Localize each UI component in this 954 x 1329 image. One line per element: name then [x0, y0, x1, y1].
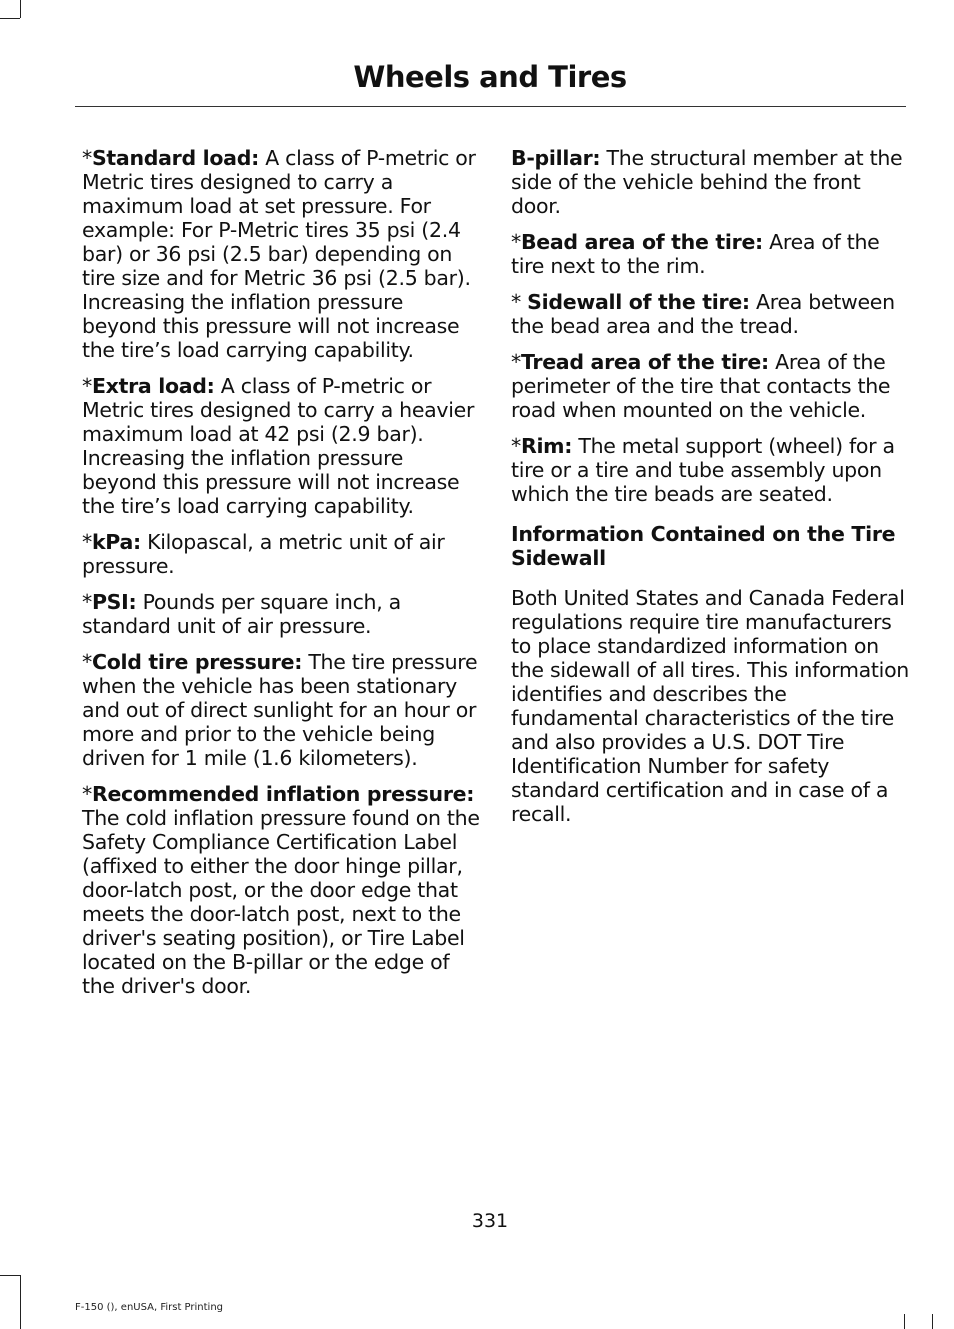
- definition-term: B-pillar:: [511, 146, 601, 170]
- definition-text: Kilopascal, a metric unit of air pressure.: [82, 530, 445, 578]
- definition-recommended-inflation-pressure: [82, 782, 482, 998]
- definition-prefix: *: [82, 782, 92, 806]
- crop-mark-bottom-left-horizontal: [0, 1275, 20, 1276]
- header-divider: [75, 106, 906, 107]
- definition-prefix: *: [511, 434, 521, 458]
- page-title: Wheels and Tires: [353, 60, 627, 94]
- definition-prefix: *: [82, 530, 92, 554]
- crop-mark-bottom-right-vertical-b: [932, 1314, 933, 1329]
- definition-term: PSI:: [91, 590, 137, 614]
- definition-prefix: *: [82, 650, 92, 674]
- definition-rim: [511, 434, 911, 506]
- definition-standard-load: [82, 146, 482, 362]
- definition-term: Tread area of the tire:: [520, 350, 769, 374]
- definition-extra-load: [82, 374, 482, 518]
- section-heading: Information Contained on the Tire Sidewall: [511, 522, 896, 570]
- definition-term: Cold tire pressure:: [91, 650, 303, 674]
- definition-text: The metal support (wheel) for a tire or a tire and tube assembly upon which the tire beads are seated.: [511, 434, 895, 506]
- definition-sidewall: [511, 290, 911, 338]
- crop-mark-bottom-right-vertical-a: [904, 1314, 905, 1329]
- definition-cold-tire-pressure: [82, 650, 482, 770]
- definition-text: The cold inflation pressure found on the Safety Compliance Certification Label (affixed to either the door hinge pillar, door-latch post, or the door edge that meets the door-latch post, next to the driver's seating position), or Tire Label located on the B-pillar or the edge of the driver's door.: [82, 806, 480, 998]
- section-body: Both United States and Canada Federal regulations require tire manufacturers to place standardized information on the sidewall of all tires. This information identifies and describes the fundamental characteristics of the tire and also provides a U.S. DOT Tire Identification Number for safety standard certification and in case of a recall.: [511, 586, 910, 826]
- crop-mark-top-left-vertical: [20, 0, 21, 18]
- left-column: [82, 146, 482, 1010]
- page-number: 331: [471, 1210, 509, 1232]
- definition-psi: [82, 590, 482, 638]
- definition-term: Sidewall of the tire:: [527, 290, 750, 314]
- definition-prefix: *: [82, 374, 92, 398]
- definition-prefix: *: [511, 350, 521, 374]
- definition-text: The tire pressure when the vehicle has been stationary and out of direct sunlight for an hour or more and prior to the vehicle being driven for 1 mile (1.6 kilometers).: [82, 650, 478, 770]
- definition-term: kPa:: [91, 530, 141, 554]
- definition-kpa: [82, 530, 482, 578]
- definition-text: A class of P-metric or Metric tires designed to carry a maximum load at set pressure. For example: For P-Metric tires 35 psi (2.4 bar) or 36 psi (2.5 bar) depending on tire size and for Metric 36 psi (2.5 bar). Increasing the inflation pressure beyond this pressure will not increase the tire’s load carrying capability.: [82, 146, 476, 362]
- definition-text: Area of the tire next to the rim.: [511, 230, 880, 278]
- definition-text: Area between the bead area and the tread.: [511, 290, 895, 338]
- definition-term: Recommended inflation pressure:: [91, 782, 475, 806]
- definition-text: Area of the perimeter of the tire that contacts the road when mounted on the vehicle.: [511, 350, 891, 422]
- definition-term: Standard load:: [91, 146, 259, 170]
- definition-term: Rim:: [520, 434, 573, 458]
- definition-tread-area: [511, 350, 911, 422]
- edition-footer: F-150 (), enUSA, First Printing: [75, 1302, 224, 1313]
- definition-prefix: *: [511, 290, 528, 314]
- crop-mark-bottom-left-vertical: [20, 1275, 21, 1329]
- definition-prefix: *: [82, 146, 92, 170]
- definition-term: Bead area of the tire:: [520, 230, 763, 254]
- definition-text: Pounds per square inch, a standard unit of air pressure.: [82, 590, 401, 638]
- definition-text: The structural member at the side of the vehicle behind the front door.: [511, 146, 903, 218]
- definition-bead-area: [511, 230, 911, 278]
- right-column: [511, 146, 911, 838]
- definition-prefix: *: [511, 230, 521, 254]
- definition-prefix: *: [82, 590, 92, 614]
- crop-mark-top-left-horizontal: [0, 18, 20, 19]
- definition-term: Extra load:: [91, 374, 215, 398]
- definition-b-pillar: [511, 146, 911, 218]
- definition-text: A class of P-metric or Metric tires designed to carry a heavier maximum load at 42 psi (2.9 bar). Increasing the inflation pressure beyond this pressure will not increase the tire’s load carrying capability.: [82, 374, 475, 518]
